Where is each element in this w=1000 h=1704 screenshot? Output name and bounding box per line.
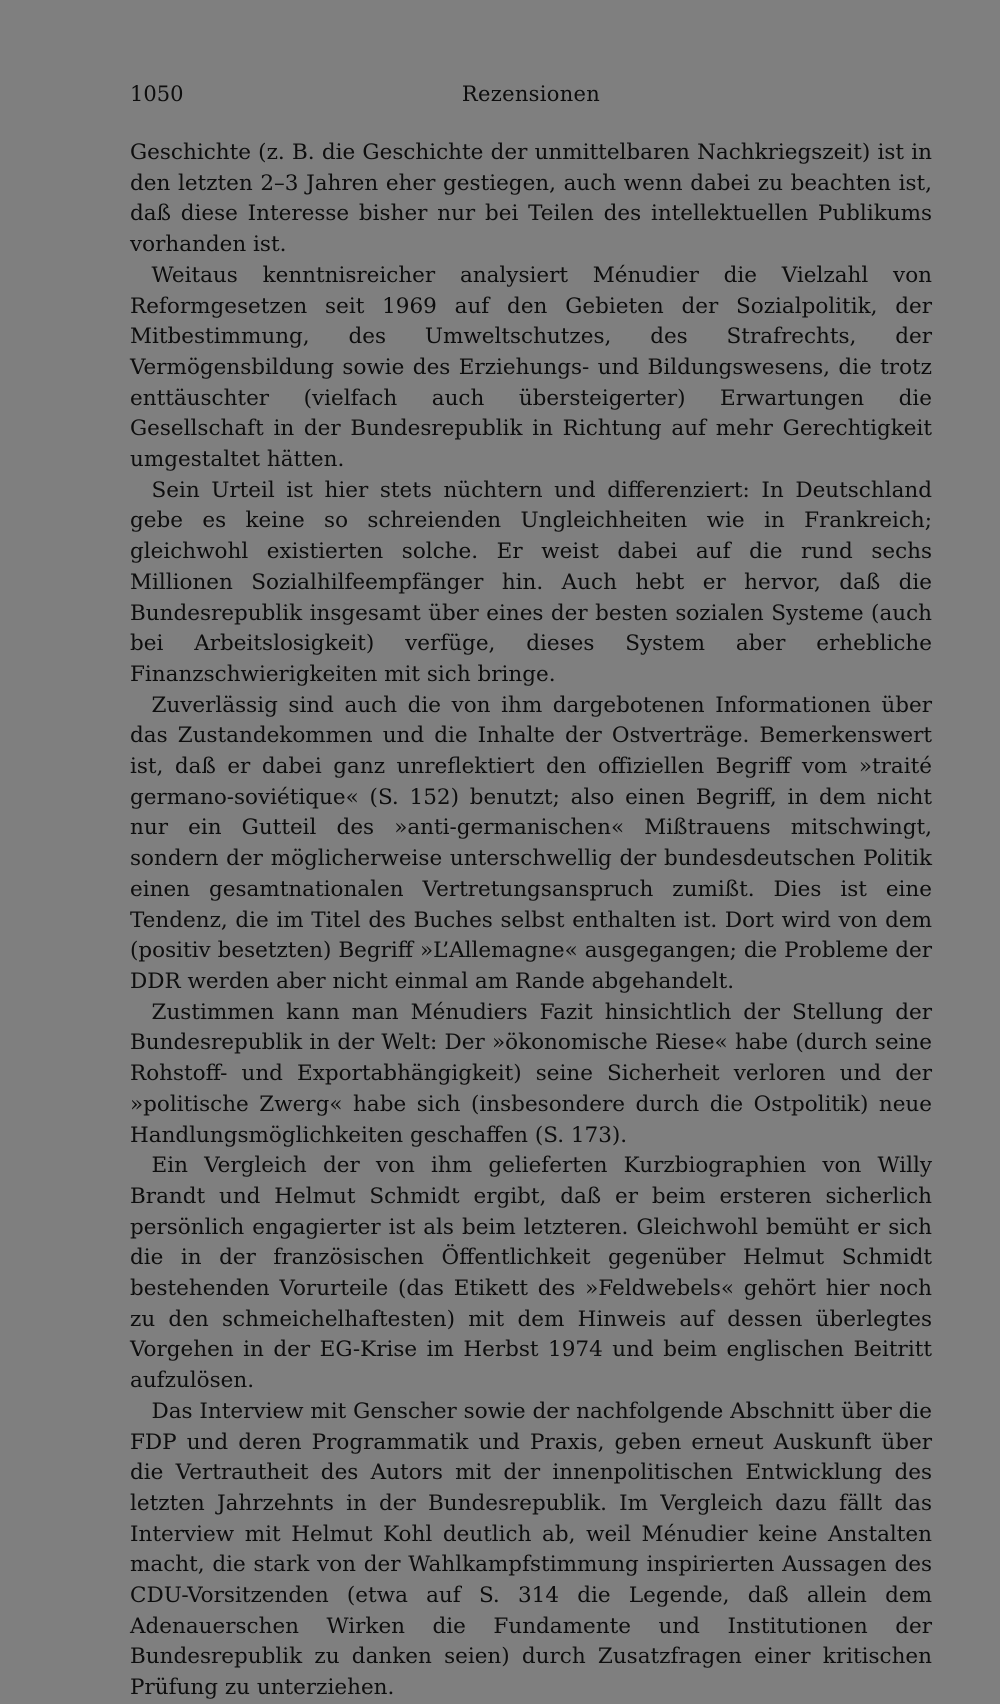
paragraph-3: Sein Urteil ist hier stets nüchtern und differenziert: In Deutschland gebe es keine so schreienden Ungleichheiten wie in Frankreich; gleichwohl existierten solche. Er weist dabei auf die rund sechs Millionen Sozialhilfeempfänger hin. Auch hebt er hervor, daß die Bundesrepublik insgesamt über eines der besten sozialen Systeme (auch bei Arbeitslosigkeit) verfüge, dieses System aber erhebliche Finanzschwierigkeiten mit sich bringe. bbox=[130, 477, 932, 687]
paragraph-6: Ein Vergleich der von ihm gelieferten Kurzbiographien von Willy Brandt und Helmut Schmidt ergibt, daß er beim ersteren sicherlich persönlich engagierter ist als beim letzteren. Gleichwohl bemüht er sich die in der französischen Öffentlichkeit gegenüber Helmut Schmidt bestehenden Vorurteile (das Etikett des »Feldwebels« gehört hier noch zu den schmeichelhaftesten) mit dem Hinweis auf dessen überlegtes Vorgehen in der EG-Krise im Herbst 1974 und beim englischen Beitritt aufzulösen. bbox=[130, 1153, 932, 1394]
paragraph-1: Geschichte (z. B. die Geschichte der unmittelbaren Nachkriegszeit) ist in den letzten 2–3 Jahren eher gestiegen, auch wenn dabei zu beachten ist, daß diese Interesse bisher nur bei Teilen des intellektuellen Publikums vorhanden ist. bbox=[130, 140, 932, 258]
running-title: Rezensionen bbox=[461, 82, 601, 106]
paragraph-2: Weitaus kenntnisreicher analysiert Ménudier die Vielzahl von Reformgesetzen seit 1969 auf den Gebieten der Sozialpolitik, der Mitbestimmung, des Umweltschutzes, des Strafrechts, der Vermögensbildung sowie des Erziehungs- und Bildungswesens, die trotz enttäuschter (vielfach auch übersteigerter) Erwartungen die Gesellschaft in der Bundesrepublik in Richtung auf mehr Gerechtigkeit umgestaltet hätten. bbox=[130, 262, 932, 473]
paragraph-4: Zuverlässig sind auch die von ihm dargebotenen Informationen über das Zustandekommen und die Inhalte der Ostverträge. Bemerkenswert ist, daß er dabei ganz unreflektiert den offiziellen Begriff vom »traité germano-soviétique« (S. 152) benutzt; also einen Begriff, in dem nicht nur ein Gutteil des »anti-germanischen« Mißtrauens mitschwingt, sondern der möglicherweise unterschwellig der bundesdeutschen Politik einen gesamtnationalen Vertretungsanspruch zumißt. Dies ist eine Tendenz, die im Titel des Buches selbst enthalten ist. Dort wird von dem (positiv besetzten) Begriff »L’Allemagne« ausgegangen; die Probleme der DDR werden aber nicht einmal am Rande abgehandelt. bbox=[130, 692, 932, 994]
running-header bbox=[130, 78, 932, 110]
review-body bbox=[130, 138, 932, 1704]
paragraph-5: Zustimmen kann man Ménudiers Fazit hinsichtlich der Stellung der Bundesrepublik in der Welt: Der »ökonomische Riese« habe (durch seine Rohstoff- und Exportabhängigkeit) seine Sicherheit verloren und der »politische Zwerg« habe sich (insbesondere durch die Ostpolitik) neue Handlungsmöglichkeiten geschaffen (S. 173). bbox=[130, 999, 932, 1148]
page-number: 1050 bbox=[130, 82, 184, 106]
paragraph-7: Das Interview mit Genscher sowie der nachfolgende Abschnitt über die FDP und deren Programmatik und Praxis, geben erneut Auskunft über die Vertrautheit des Autors mit der innenpolitischen Entwicklung des letzten Jahrzehnts in der Bundesrepublik. Im Vergleich dazu fällt das Interview mit Helmut Kohl deutlich ab, weil Ménudier keine Anstalten macht, die stark von der Wahlkampfstimmung inspirierten Aussagen des CDU-Vorsitzenden (etwa auf S. 314 die Legende, daß allein dem Adenauerschen Wirken die Fundamente und Institutionen der Bundesrepublik zu danken seien) durch Zusatzfragen einer kritischen Prüfung zu unterziehen. bbox=[130, 1398, 932, 1701]
